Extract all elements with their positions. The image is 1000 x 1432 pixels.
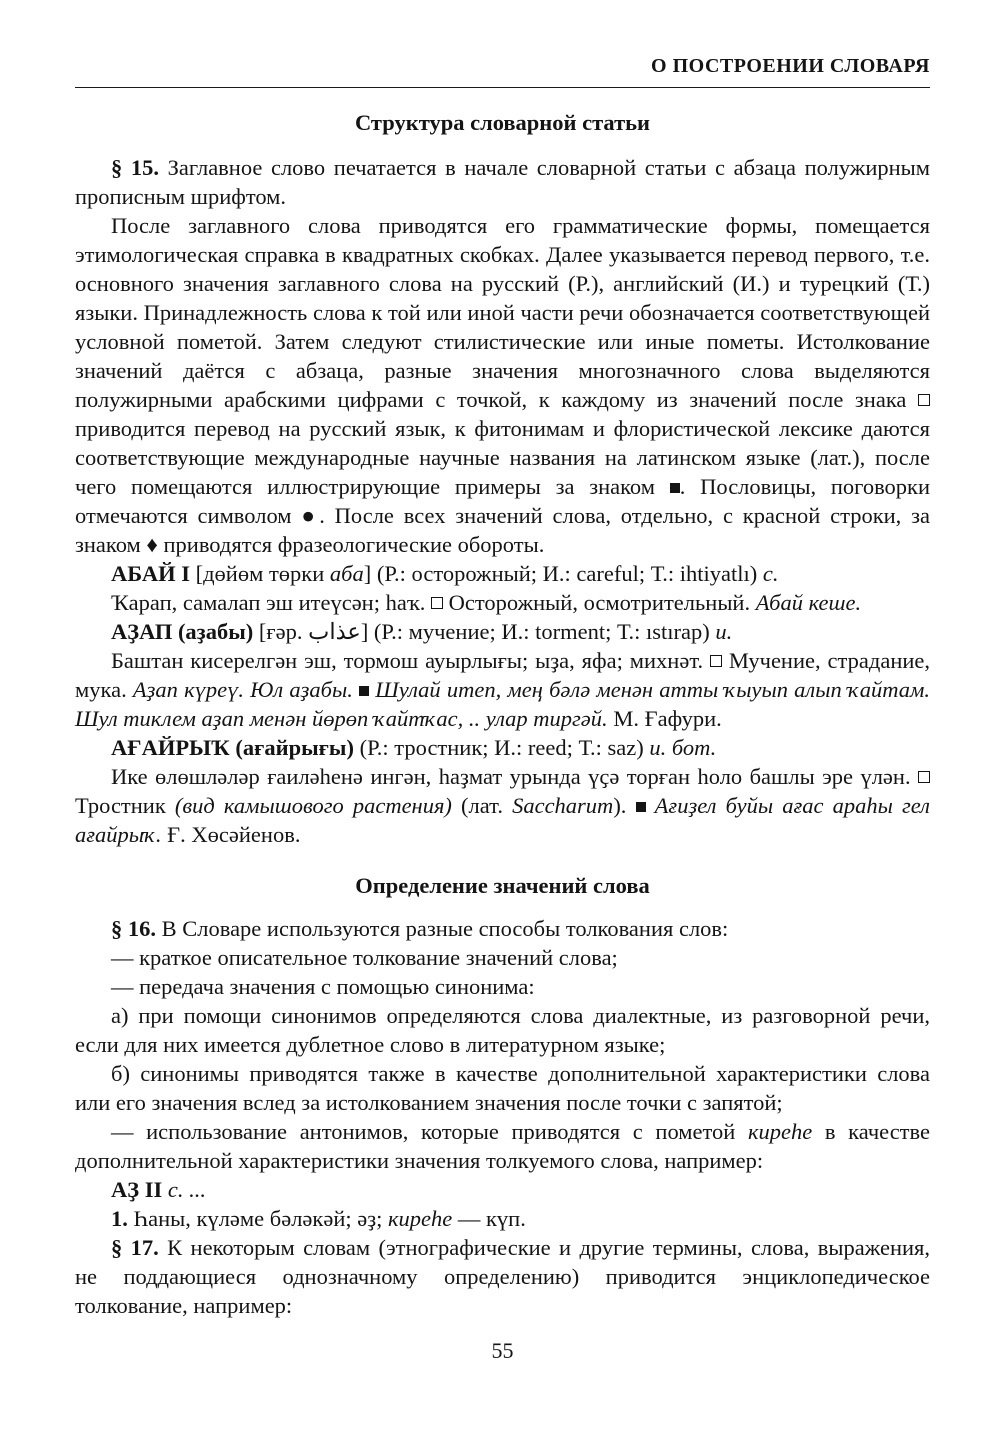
section-heading-meanings: Определение значений слова (355, 873, 650, 898)
filled-square-icon (359, 686, 369, 696)
hollow-square-icon (918, 394, 930, 406)
headword: АҘАП (аҙабы) (111, 619, 254, 644)
list-item: — использование антонимов, которые приводятся с пометой киреһе в качестве дополнительной характеристики значения толкуемого слова, например: (75, 1119, 930, 1173)
entry-az: АҘ II с. ... (111, 1177, 207, 1202)
hollow-square-icon (918, 771, 930, 783)
document-page (75, 52, 930, 1365)
paragraph-17: § 17. К некоторым словам (этнографические и другие термины, слова, выражения, не поддающиеся однозначному определению) приводится энциклопедическое толкование, например: (75, 1235, 931, 1318)
diamond-icon: ♦ (146, 532, 158, 557)
list-item: — краткое описательное толкование значений слова; (111, 945, 618, 970)
entry-abay-definition: Ҡарап, самалап эш итеүсән; һаҡ. Осторожный, осмотрительный. Абай кеше. (111, 590, 862, 615)
paragraph-16: § 16. В Словаре используются разные способы толкования слов: (111, 916, 729, 941)
paragraph-15: § 15. Заглавное слово печатается в начале словарной статьи с абзаца полужирным прописным шрифтом. (75, 155, 931, 209)
section-heading-structure: Структура словарной статьи (354, 110, 651, 135)
headword: АБАЙ I (111, 561, 190, 586)
hollow-square-icon (710, 655, 722, 667)
list-item: б) синонимы приводятся также в качестве дополнительной характеристики слова или его значения вслед за истолкованием значения после точки с запятой; (75, 1061, 930, 1115)
headword: АҒАЙРЫҠ (ағайрығы) (111, 735, 354, 760)
running-header: О ПОСТРОЕНИИ СЛОВАРЯ (75, 52, 930, 88)
section-number: § 17. (111, 1235, 159, 1260)
filled-square-icon (636, 802, 646, 812)
filled-square-icon (670, 483, 680, 493)
entry-azap: АҘАП (аҙабы) [ғәр. عذاب] (Р.: мучение; И.: torment; Т.: ıstırap) и. (111, 619, 733, 644)
list-item: а) при помощи синонимов определяются слова диалектные, из разговорной речи, если для них имеется дублетное слово в литературном языке; (75, 1003, 930, 1057)
entry-abay: АБАЙ I [дөйөм төрки аба] (Р.: осторожный; И.: careful; Т.: ihtiyatlı) с. (111, 561, 779, 586)
paragraph-entry-structure: После заглавного слова приводятся его грамматические формы, помещается этимологическая справка в квадратных скобках. Далее указывается перевод первого, т.е. основного значения заглавного слова на русский (Р.), английский (И.) и турецкий (Т.) языки. Принадлежность слова к той или иной части речи обозначается соответствующей условной пометой. Затем следуют стилистические или иные пометы. Истолкование значений даётся с абзаца, разные значения многозначного слова выделяются полужирными арабскими цифрами с точкой, к каждому из значений после знака приводится перевод на русский язык, к фитонимам и флористической лексике даются соответствующие международные научные названия на латинском языке (лат.), после чего помещаются иллюстрирующие примеры за знаком . Пословицы, поговорки отмечаются символом ●. После всех значений слова, отдельно, с красной строки, за знаком ♦ приводятся фразеологические обороты. (75, 213, 931, 557)
page-number: 55 (491, 1338, 514, 1363)
section-number: § 15. (111, 155, 159, 180)
entry-agayryk-definition: Ике өлөшләләр ғаиләһенә ингән, һаҙмат урында үҫә торған һоло башлы эре үлән. Тростник (вид камышового растения) (лат. Saccharum). Ағиҙел буйы ағас араһы гел ағайрыҡ. Ғ. Хөсәйенов. (75, 764, 930, 847)
entry-agayryk: АҒАЙРЫҠ (ағайрығы) (Р.: тростник; И.: reed; Т.: saz) и. бот. (111, 735, 717, 760)
list-item: — передача значения с помощью синонима: (111, 974, 535, 999)
headword: АҘ II (111, 1177, 163, 1202)
entry-azap-definition: Баштан кисерелгән эш, тормош ауырлығы; ыҙа, яфа; михнәт. Мучение, страдание, мука. Аҙап күреү. Юл аҙабы. Шулай итеп, мең бәлә менән атты ҡыуып алып ҡайтам. Шул тиклем аҙап менән йөрөп ҡайтҡас, .. улар тиргәй. М. Ғафури. (75, 648, 931, 731)
section-number: § 16. (111, 916, 156, 941)
hollow-square-icon (431, 597, 443, 609)
bullet-icon: ● (301, 503, 320, 528)
entry-az-definition: 1. Һаны, күләме бәләкәй; әҙ; киреһе — күп. (111, 1206, 526, 1231)
